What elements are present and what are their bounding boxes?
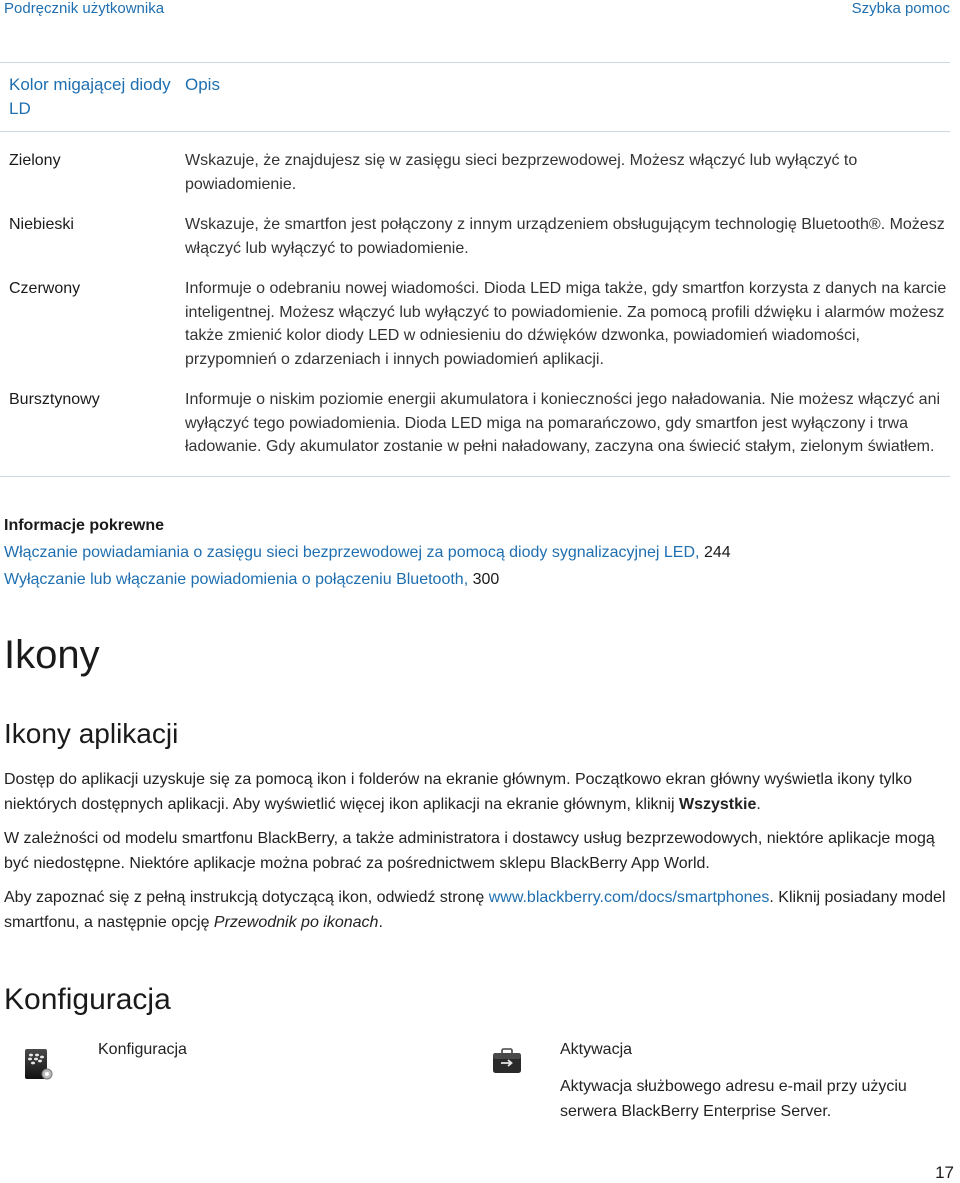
- p1-bold-all: Wszystkie: [678, 795, 757, 813]
- p1-end: .: [756, 795, 761, 813]
- related-link-page: 244: [703, 544, 731, 561]
- section-heading-configuration: Konfiguracja: [4, 983, 171, 1016]
- row-desc: Wskazuje, że smartfon jest połączony z innym urządzeniem obsługującym technologię Bluetooth®. Możesz włączyć lub wyłączyć to powiadomienie.: [185, 216, 945, 257]
- header-manual-title: Podręcznik użytkownika: [4, 0, 165, 17]
- table-row: [0, 260, 950, 371]
- table-row: [0, 132, 950, 197]
- paragraph-app-access: [4, 768, 949, 817]
- p3-after: . Kliknij posiadany model smartfonu, a następnie opcję: [4, 889, 946, 931]
- related-info-title: Informacje pokrewne: [4, 517, 165, 534]
- row-desc: Wskazuje, że znajdujesz się w zasięgu sieci bezprzewodowej. Możesz włączyć lub wyłączyć to powiadomienie.: [185, 152, 858, 193]
- p3-end: .: [378, 913, 383, 931]
- paragraph-availability: W zależności od modelu smartfonu BlackBerry, a także administratora i dostawcy usług bezprzewodowych, niektóre aplikacje mogą być niedostępne. Niektóre aplikacje można pobrać za pośrednictwem sklepu BlackBerry App World.: [4, 830, 935, 872]
- blackberry-setup-icon: [24, 1048, 54, 1082]
- related-info: [4, 512, 731, 593]
- related-link-row: [4, 539, 731, 566]
- link-blackberry-docs[interactable]: www.blackberry.com/docs/smartphones: [488, 889, 770, 906]
- related-link-bluetooth[interactable]: Wyłączanie lub włączanie powiadomienia o połączeniu Bluetooth,: [4, 571, 469, 588]
- table-row: [0, 371, 950, 476]
- section-heading-icons: Ikony: [4, 633, 100, 677]
- row-desc: Informuje o niskim poziomie energii akumulatora i konieczności jego naładowania. Nie możesz włączyć ani wyłączyć tego powiadomienia. Dioda LED miga na pomarańczowo, gdy smartfon jest wyłączony i trwa ładowanie. Gdy akumulator zostanie w pełni naładowany, zaczyna ona świecić stałym, zielonym światłem.: [175, 371, 950, 476]
- table-row: [0, 196, 950, 260]
- related-link-page: 300: [472, 571, 500, 588]
- page-header: [4, 0, 950, 22]
- p1-text: Dostęp do aplikacji uzyskuje się za pomocą ikon i folderów na ekranie głównym. Początkowo ekran główny wyświetla ikony tylko niektórych dostępnych aplikacji. Aby wyświetlić więcej ikon aplikacji na ekranie głównym, kliknij: [4, 771, 912, 813]
- config-item-label: Konfiguracja: [98, 1041, 187, 1058]
- row-color: Niebieski: [9, 216, 74, 233]
- page-number: 17: [935, 1163, 954, 1182]
- row-color: Bursztynowy: [0, 371, 175, 476]
- row-color: Czerwony: [9, 280, 81, 297]
- p3-before: Aby zapoznać się z pełną instrukcją dotyczącą ikon, odwiedź stronę: [4, 889, 489, 906]
- activation-item-desc: Aktywacja służbowego adresu e-mail przy użyciu serwera BlackBerry Enterprise Server.: [560, 1078, 907, 1120]
- p3-italic-guide: Przewodnik po ikonach: [213, 913, 379, 931]
- subsection-heading-app-icons: Ikony aplikacji: [4, 718, 179, 749]
- header-section-title: Szybka pomoc: [851, 0, 950, 17]
- related-link-wifi-led[interactable]: Włączanie powiadamiania o zasięgu sieci bezprzewodowej za pomocą diody sygnalizacyjnej LED,: [4, 544, 700, 561]
- row-desc: Informuje o odebraniu nowej wiadomości. Dioda LED miga także, gdy smartfon korzysta z danych na karcie inteligentnej. Możesz włączyć lub wyłączyć to powiadomienie. Za pomocą profili dźwięku i alarmów możesz także zmienić kolor diody LED w odniesieniu do dźwięków dzwonka, powiadomień wiadomości, przypomnień o zdarzeniach i innych powiadomień aplikacji.: [185, 280, 947, 368]
- paragraph-icon-guide: [4, 886, 949, 935]
- activation-item-label: Aktywacja: [560, 1041, 633, 1058]
- row-color: Zielony: [9, 152, 61, 169]
- table-header-row: [0, 63, 950, 132]
- col-header-desc: Opis: [175, 63, 950, 132]
- related-link-row: [4, 566, 731, 593]
- briefcase-activation-icon: [492, 1048, 522, 1074]
- col-header-color: Kolor migającej diody LD: [0, 63, 175, 132]
- led-color-table: [0, 62, 950, 477]
